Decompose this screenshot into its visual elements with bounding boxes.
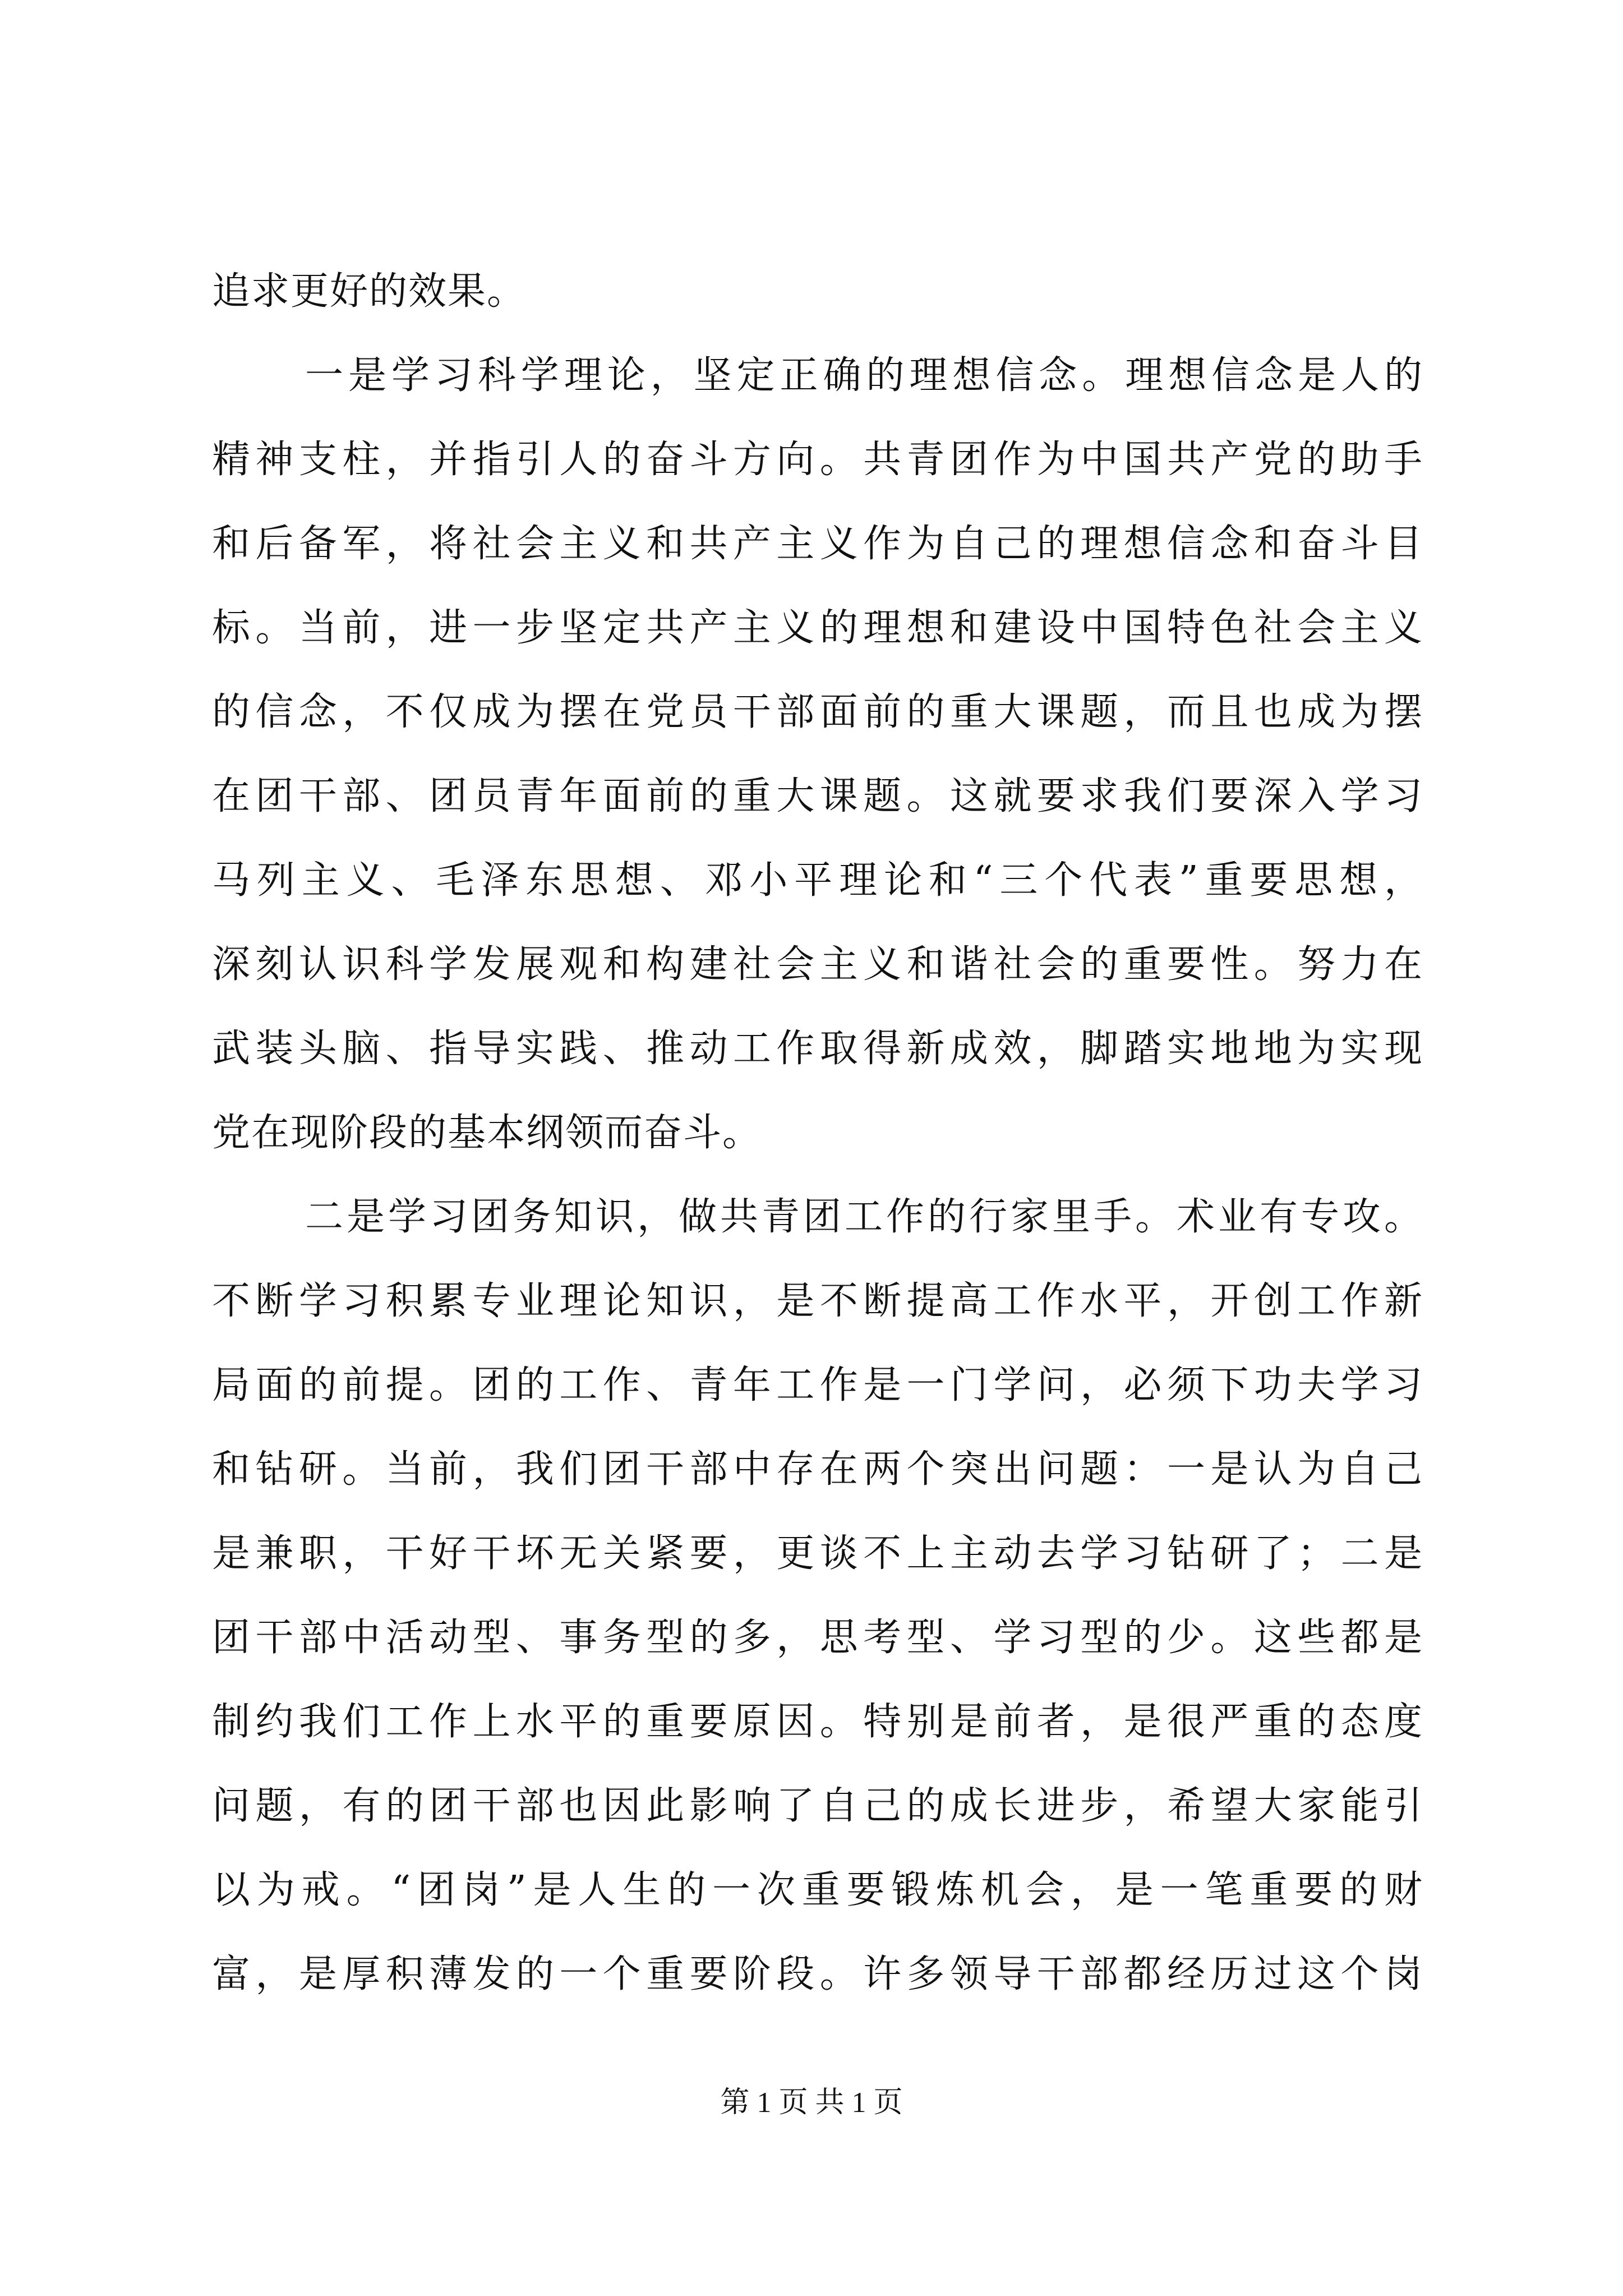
text-line: 武装头脑、指导实践、推动工作取得新成效，脚踏实地地为实现 (212, 1027, 1423, 1071)
paragraph-first-line: 一是学习科学理论，坚定正确的理想信念。理想信念是人的 (305, 353, 1423, 398)
text-line: 局面的前提。团的工作、青年工作是一门学问，必须下功夫学习 (212, 1363, 1423, 1407)
text-line: 追求更好的效果。 (212, 269, 527, 314)
text-line: 马列主义、毛泽东思想、邓小平理论和“三个代表”重要思想， (212, 858, 1423, 903)
paragraph-first-line: 二是学习团务知识，做共青团工作的行家里手。术业有专攻。 (305, 1195, 1423, 1239)
text-line: 和钻研。当前，我们团干部中存在两个突出问题：一是认为自己 (212, 1447, 1423, 1492)
page-number-footer: 第 1 页 共 1 页 (720, 2087, 903, 2119)
text-line: 在团干部、团员青年面前的重大课题。这就要求我们要深入学习 (212, 774, 1423, 818)
text-line: 和后备军，将社会主义和共产主义作为自己的理想信念和奋斗目 (212, 522, 1423, 566)
document-body (212, 250, 1423, 2017)
text-line: 团干部中活动型、事务型的多，思考型、学习型的少。这些都是 (212, 1616, 1423, 1660)
text-line: 精神支柱，并指引人的奋斗方向。共青团作为中国共产党的助手 (212, 438, 1423, 482)
text-line: 党在现阶段的基本纲领而奋斗。 (212, 1111, 762, 1155)
text-line: 深刻认识科学发展观和构建社会主义和谐社会的重要性。努力在 (212, 942, 1423, 987)
text-line: 是兼职，干好干坏无关紧要，更谈不上主动去学习钻研了；二是 (212, 1531, 1423, 1576)
text-line: 不断学习积累专业理论知识，是不断提高工作水平，开创工作新 (212, 1279, 1423, 1323)
text-line: 富，是厚积薄发的一个重要阶段。许多领导干部都经历过这个岗 (212, 1952, 1423, 1996)
text-line: 的信念，不仅成为摆在党员干部面前的重大课题，而且也成为摆 (212, 690, 1423, 734)
text-line: 以为戒。“团岗”是人生的一次重要锻炼机会，是一笔重要的财 (212, 1868, 1423, 1912)
text-line: 标。当前，进一步坚定共产主义的理想和建设中国特色社会主义 (212, 606, 1423, 650)
text-line: 制约我们工作上水平的重要原因。特别是前者，是很严重的态度 (212, 1700, 1423, 1744)
text-line: 问题，有的团干部也因此影响了自己的成长进步，希望大家能引 (212, 1784, 1423, 1828)
